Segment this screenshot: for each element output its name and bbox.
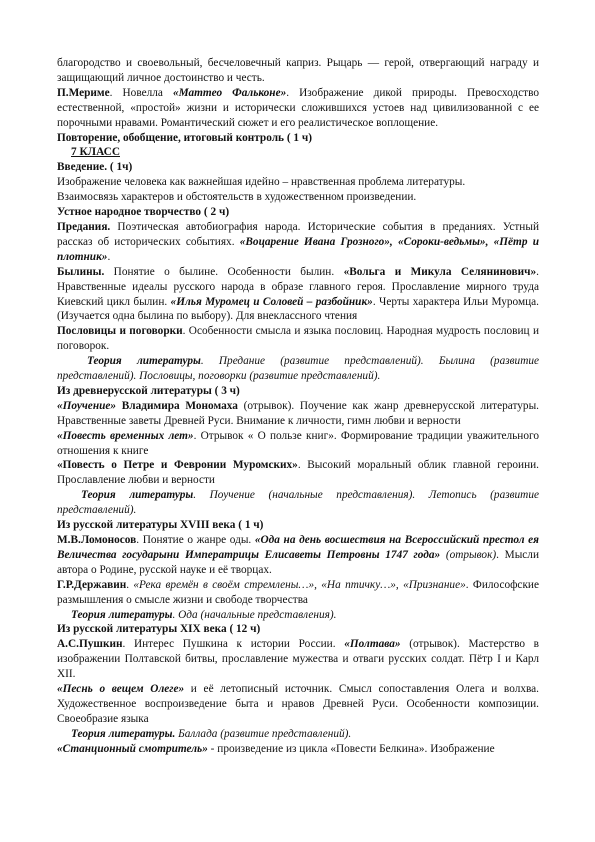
- term-lead: Теория литературы: [87, 355, 201, 368]
- term-lead: Предания.: [57, 220, 111, 233]
- paragraph-intro-1: Изображение человека как важнейшая идейно – нравственная проблема литературы.: [57, 176, 466, 189]
- section-heading-folklore: Устное народное творчество ( 2 ч): [57, 206, 230, 219]
- paragraph-theory-2: Теория литературы. Поучение (начальные представления). Летопись (развитие представлений).: [57, 489, 540, 517]
- term-lead: Теория литературы: [81, 489, 194, 502]
- work-title: «Илья Муромец и Соловей – разбойник»: [170, 295, 373, 308]
- work-title: «Песнь о вещем Олеге»: [57, 683, 185, 696]
- author-name: М.В.Ломоносов: [57, 534, 137, 546]
- paragraph-petr-fevroniya: «Повесть о Петре и Февронии Муромских». Высокий моральный облик главной героини. Прославление любви и верности: [57, 459, 539, 487]
- work-title: «Пётр и плотник»: [57, 235, 539, 263]
- document-page: [57, 56, 539, 757]
- paragraph-pesn-oleg: «Песнь о вещем Олеге» и её летописный источник. Смысл сопоставления Олега и волхва. Художественное воспроизведение быта и нравов Древней Руси. Особенности композиции. Своеобразие языка: [57, 683, 539, 725]
- section-heading-18th-century: Из русской литературы XVIII века ( 1 ч): [57, 519, 264, 532]
- paragraph-theory-1: Теория литературы. Предание (развитие представлений). Былина (развитие представлений). Пословицы, поговорки (развитие представлений).: [57, 355, 540, 383]
- author-name: Владимира Мономаха: [116, 399, 238, 412]
- paragraph-predaniya: Предания. Поэтическая автобиография народа. Исторические события в преданиях. Устный рассказ об исторических событиях. «Воцарение Ивана Грозного», «Сороки-ведьмы», «Пётр и плотник».: [57, 220, 539, 263]
- paragraph-theory-4: Теория литературы. Баллада (развитие представлений).: [71, 727, 352, 740]
- paragraph-pouchenie: «Поучение» Владимира Мономаха (отрывок). Поучение как жанр древнерусской литературы. Нравственные заветы Древней Руси. Внимание к личности, гимн любви и верности: [57, 399, 539, 427]
- paragraph-stancionnyi: «Станционный смотритель» - произведение из цикла «Повести Белкина». Изображение: [57, 742, 495, 755]
- term-lead: Теория литературы.: [71, 727, 176, 740]
- paragraph-rycar: благородство и своевольный, бесчеловечный каприз. Рыцарь — герой, отвергающий награду и защищающий личное достоинство и честь.: [57, 57, 539, 84]
- author-name: П.Мериме: [57, 86, 110, 99]
- term-lead: Пословицы и поговорки: [57, 325, 183, 338]
- work-title: «Повесть временных лет»: [57, 429, 194, 442]
- work-title: «Ода на день восшествия на Всероссийский престол ея Величества государыни Императрицы Елисаветы Петровны 1747 года»: [57, 534, 539, 561]
- section-heading-intro: Введение. ( 1ч): [57, 161, 133, 174]
- work-title: «Полтава»: [344, 638, 401, 651]
- work-title: «Воцарение Ивана Грозного»: [239, 235, 390, 248]
- grade-heading: 7 КЛАСС: [71, 146, 120, 159]
- paragraph-pushkin-poltava: А.С.Пушкин. Интерес Пушкина к истории России. «Полтава» (отрывок). Мастерство в изображении Полтавской битвы, прославление мужества и отваги русских солдат. Пётр I и Карл XII.: [57, 638, 539, 681]
- term-lead: Теория литературы: [71, 608, 173, 621]
- paragraph-theory-3: Теория литературы. Ода (начальные представления).: [71, 608, 337, 621]
- work-title: «Станционный смотритель»: [57, 742, 208, 755]
- work-title: «Поучение»: [57, 399, 117, 412]
- paragraph-merime: П.Мериме. Новелла «Маттео Фальконе». Изображение дикой природы. Превосходство естественной, «простой» жизни и исторически сложившихся устоев над цивилизованной с ее порочными нравами. Романтический сюжет и его реалистическое воплощение.: [57, 86, 539, 129]
- paragraph-poslovicy: Пословицы и поговорки. Особенности смысла и языка пословиц. Народная мудрость пословиц и поговорок.: [57, 325, 539, 353]
- work-title: «Сороки-ведьмы»: [397, 235, 486, 248]
- author-name: А.С.Пушкин: [57, 638, 123, 651]
- paragraph-derzhavin: Г.Р.Державин. «Река времён в своём стремлены…», «На птичку…», «Признание». Философские размышления о смысле жизни и свободе творчества: [57, 578, 539, 606]
- paragraph-byliny: Былины. Понятие о былине. Особенности былин. «Вольга и Микула Селянинович». Нравственные идеалы русского народа в образе главного героя. Прославление мирного труда Киевский цикл былин. «Илья Муромец и Соловей – разбойник». Черты характера Ильи Муромца. (Изучается одна былина по выбору). Для внеклассного чтения: [57, 265, 539, 323]
- section-heading-old-russian: Из древнерусской литературы ( 3 ч): [57, 384, 240, 397]
- term-lead: Былины.: [57, 265, 105, 278]
- section-heading-repeat: Повторение, обобщение, итоговый контроль ( 1 ч): [57, 131, 313, 144]
- work-title: «Вольга и Микула Селянинович»: [343, 265, 537, 278]
- paragraph-lomonosov: М.В.Ломоносов. Понятие о жанре оды. «Ода на день восшествия на Всероссийский престол ея Величества государыни Императрицы Елисаветы Петровны 1747 года» (отрывок). Мысли автора о Родине, русской науке и её творцах.: [57, 534, 539, 576]
- work-title: «Повесть о Петре и Февронии Муромских»: [57, 459, 298, 472]
- work-title: «Река времён в своём стремлены…», «На птичку…», «Признание»: [133, 578, 466, 591]
- author-name: Г.Р.Державин: [57, 578, 127, 591]
- paragraph-povest-let: «Повесть временных лет». Отрывок « О пользе книг». Формирование традиции уважительного отношения к книге: [57, 429, 539, 457]
- section-heading-19th-century: Из русской литературы XIX века ( 12 ч): [57, 623, 261, 636]
- work-title: «Маттео Фальконе»: [172, 86, 287, 99]
- paragraph-intro-2: Взаимосвязь характеров и обстоятельств в художественном произведении.: [57, 191, 417, 204]
